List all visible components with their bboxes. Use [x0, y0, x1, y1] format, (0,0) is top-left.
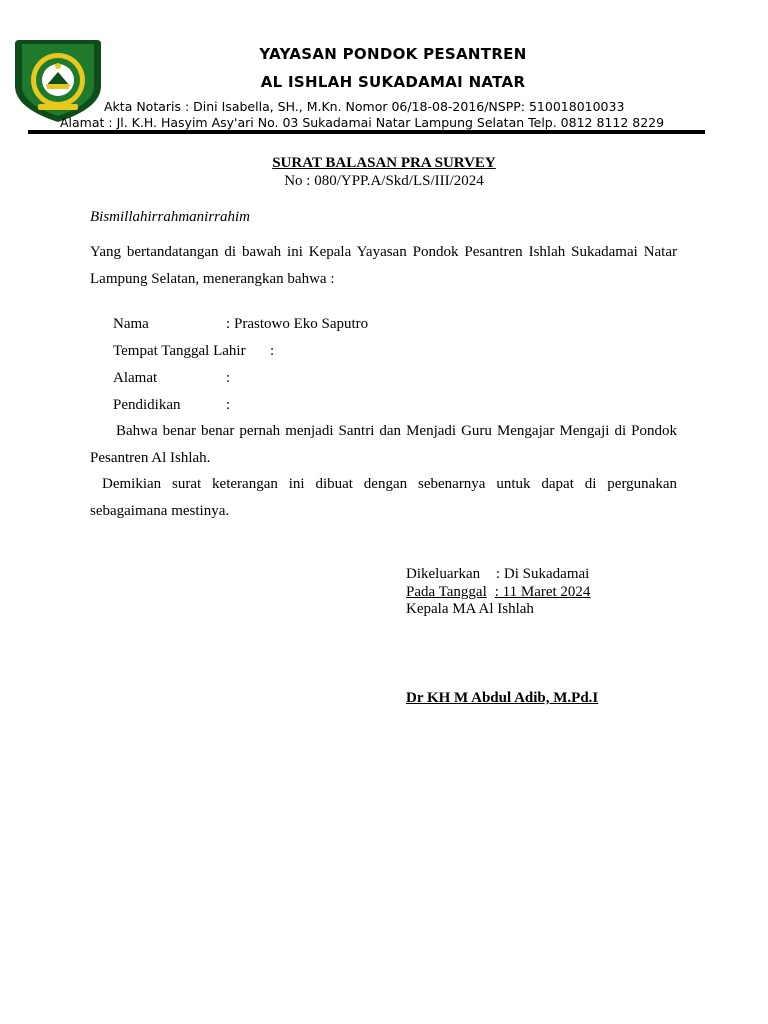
education-label: Pendidikan — [113, 397, 181, 413]
header-divider — [28, 130, 705, 134]
signer-name: Dr KH M Abdul Adib, M.Pd.I — [406, 690, 599, 706]
birth-place-date-label: Tempat Tanggal Lahir — [113, 343, 246, 359]
address-colon: : — [226, 370, 231, 386]
name-value: Prastowo Eko Saputro — [234, 316, 369, 332]
letter-number: No : 080/YPP.A/Skd/LS/III/2024 — [284, 173, 484, 189]
letter-title: SURAT BALASAN PRA SURVEY — [272, 155, 496, 171]
notary-deed-line: Akta Notaris : Dini Isabella, SH., M.Kn. Nomor 06/18-08-2016/NSPP: 510018010033 — [104, 99, 625, 114]
issued-label: Dikeluarkan — [406, 566, 481, 582]
signer-position: Kepala MA Al Ishlah — [406, 601, 534, 617]
issued-value: : Di Sukadamai — [496, 566, 590, 582]
statement-paragraph: Bahwa benar benar pernah menjadi Santri dan Menjadi Guru Mengajar Mengaji di Pondok Pesantren Al Ishlah. — [90, 423, 677, 466]
closing-paragraph: Demikian surat keterangan ini dibuat dengan sebenarnya untuk dapat di pergunakan sebagaimana mestinya. — [90, 476, 677, 519]
address-line: Alamat : Jl. K.H. Hasyim Asy'ari No. 03 Sukadamai Natar Lampung Selatan Telp. 0812 8112 8229 — [60, 115, 665, 130]
birth-place-date-colon: : — [270, 343, 275, 359]
intro-paragraph: Yang bertandatangan di bawah ini Kepala Yayasan Pondok Pesantren Ishlah Sukadamai Natar Lampung Selatan, menerangkan bahwa : — [90, 244, 677, 287]
date-label: Pada Tanggal — [406, 584, 487, 600]
greeting: Bismillahirrahmanirrahim — [90, 209, 251, 225]
organization-name-line1: YAYASAN PONDOK PESANTREN — [259, 45, 527, 63]
education-colon: : — [226, 397, 231, 413]
organization-name-line2: AL ISHLAH SUKADAMAI NATAR — [260, 73, 526, 91]
date-value: : 11 Maret 2024 — [494, 584, 591, 600]
name-colon: : — [226, 316, 231, 332]
date-row — [406, 584, 590, 601]
address-label: Alamat — [113, 370, 158, 386]
name-label: Nama — [113, 316, 149, 332]
